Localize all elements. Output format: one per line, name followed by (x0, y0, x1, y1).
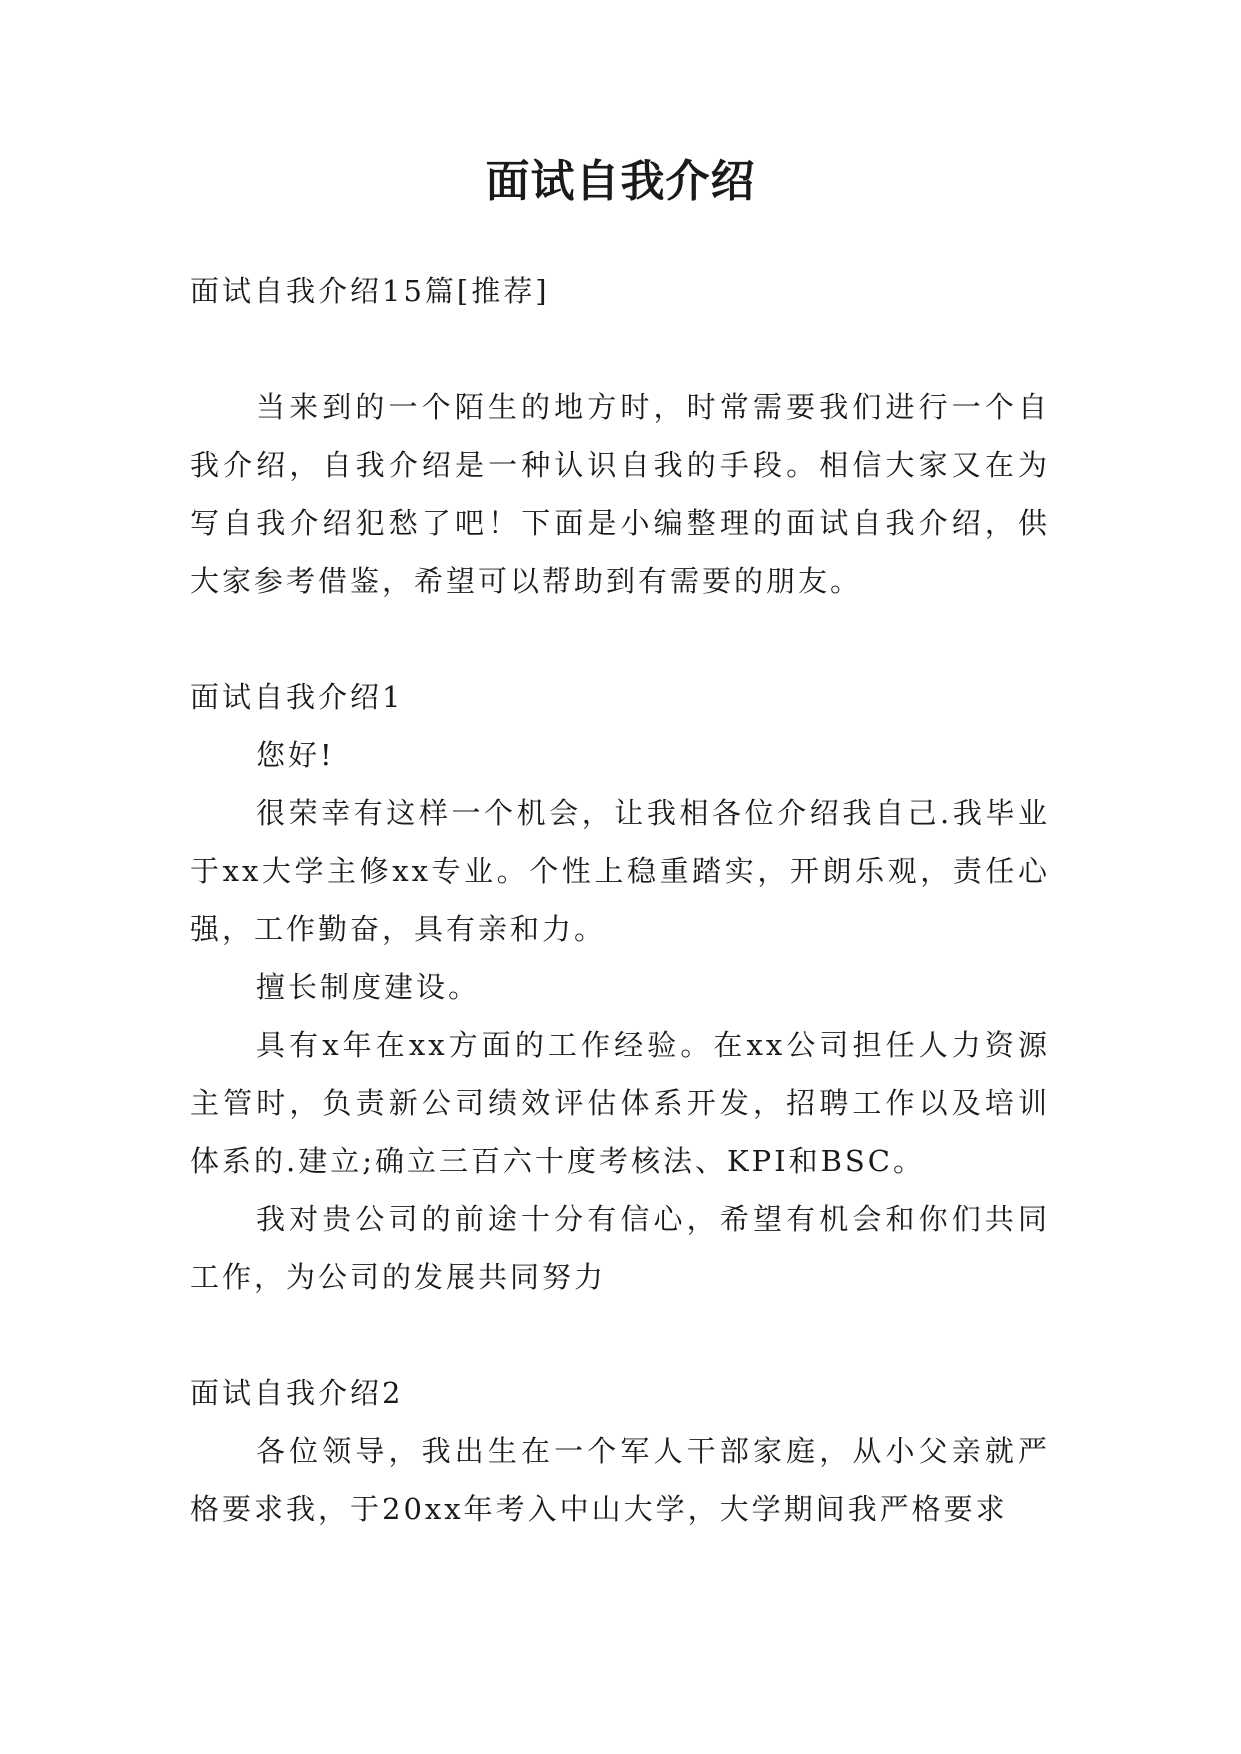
paragraph: 擅长制度建设。 (256, 970, 481, 1004)
paragraph: 您好! (256, 738, 335, 772)
section-heading-1: 面试自我介绍1 (190, 680, 404, 714)
document-subtitle: 面试自我介绍15篇[推荐] (190, 274, 550, 308)
intro-paragraph: 当来到的一个陌生的地方时，时常需要我们进行一个自我介绍，自我介绍是一种认识自我的手段。相信大家又在为写自我介绍犯愁了吧！下面是小编整理的面试自我介绍，供大家参考借鉴，希望可以帮助到有需要的朋友。 (190, 390, 1050, 598)
paragraph: 具有x年在xx方面的工作经验。在xx公司担任人力资源主管时，负责新公司绩效评估体系开发，招聘工作以及培训体系的.建立;确立三百六十度考核法、KPI和BSC。 (190, 1028, 1050, 1178)
document-title: 面试自我介绍 (485, 156, 756, 207)
paragraph: 很荣幸有这样一个机会，让我相各位介绍我自己.我毕业于xx大学主修xx专业。个性上稳重踏实，开朗乐观，责任心强，工作勤奋，具有亲和力。 (190, 796, 1050, 946)
paragraph: 各位领导，我出生在一个军人干部家庭，从小父亲就严格要求我，于20xx年考入中山大学，大学期间我严格要求 (190, 1434, 1050, 1526)
paragraph: 我对贵公司的前途十分有信心，希望有机会和你们共同工作，为公司的发展共同努力 (190, 1202, 1050, 1294)
section-heading-2: 面试自我介绍2 (190, 1376, 404, 1410)
document-body (190, 262, 1050, 1538)
